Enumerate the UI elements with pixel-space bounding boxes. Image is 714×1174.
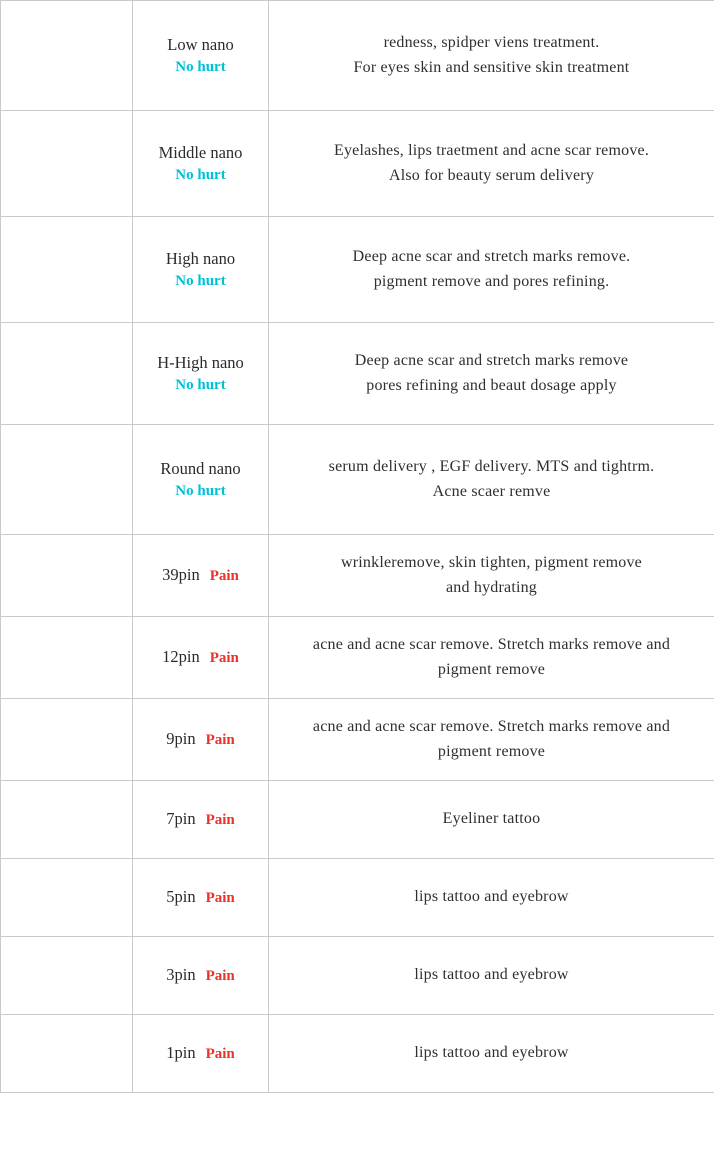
description-line: Deep acne scar and stretch marks remove [354, 351, 629, 369]
table-row [1, 1015, 714, 1093]
table-row [1, 111, 714, 217]
cartridge-name: Middle nano [158, 142, 243, 162]
description-line: wrinkleremove, skin tighten, pigment remove [341, 553, 642, 571]
cartridge-image-cell [1, 781, 133, 859]
cartridge-name-cell [133, 699, 269, 781]
table-body [1, 1, 714, 1093]
table-row [1, 937, 714, 1015]
table-row [1, 781, 714, 859]
cartridge-name-cell [133, 535, 269, 617]
status-badge: No hurt [175, 58, 226, 75]
cartridge-name-cell [133, 859, 269, 937]
cartridge-description-cell [269, 1015, 714, 1093]
cartridge-description-cell [269, 323, 714, 425]
cartridge-name: 9pin [166, 729, 196, 749]
description-line: Eyeliner tattoo [442, 810, 541, 828]
cartridge-name-cell [133, 111, 269, 217]
cartridge-name: 39pin [162, 565, 200, 585]
description-line: lips tattoo and eyebrow [414, 888, 569, 906]
cartridge-name: Round nano [160, 458, 241, 478]
table-row [1, 425, 714, 535]
description-line: pores refining and beaut dosage apply [366, 376, 617, 394]
table-row [1, 323, 714, 425]
cartridge-name-cell [133, 323, 269, 425]
description-line: pigment remove [437, 742, 546, 760]
cartridge-description-cell [269, 217, 714, 323]
description-line: pigment remove and pores refining. [373, 272, 610, 290]
cartridge-description-cell [269, 1, 714, 111]
cartridge-image-cell [1, 937, 133, 1015]
status-badge: No hurt [175, 482, 226, 499]
description-line: pigment remove [437, 660, 546, 678]
description-line: For eyes skin and sensitive skin treatment [353, 58, 630, 76]
cartridge-name: 1pin [166, 1043, 196, 1063]
cartridge-name: High nano [165, 248, 236, 268]
cartridge-description-cell [269, 699, 714, 781]
status-badge: Pain [209, 568, 239, 585]
table-row [1, 699, 714, 781]
table-row [1, 217, 714, 323]
status-badge: No hurt [175, 166, 226, 183]
description-line: redness, spidper viens treatment. [383, 33, 600, 51]
cartridge-description-cell [269, 535, 714, 617]
table-row [1, 859, 714, 937]
cartridge-image-cell [1, 1015, 133, 1093]
cartridge-image-cell [1, 617, 133, 699]
status-badge: Pain [209, 650, 239, 667]
cartridge-description-cell [269, 781, 714, 859]
cartridge-description-cell [269, 617, 714, 699]
cartridge-image-cell [1, 425, 133, 535]
cartridge-image-cell [1, 217, 133, 323]
description-line: Deep acne scar and stretch marks remove. [352, 247, 631, 265]
cartridge-description-cell [269, 937, 714, 1015]
cartridge-image-cell [1, 699, 133, 781]
cartridge-image-cell [1, 1, 133, 111]
table-row [1, 617, 714, 699]
status-badge: Pain [205, 890, 235, 907]
description-line: and hydrating [445, 578, 538, 596]
cartridge-image-cell [1, 323, 133, 425]
cartridge-name-cell [133, 781, 269, 859]
status-badge: Pain [205, 732, 235, 749]
description-line: serum delivery , EGF delivery. MTS and tightrm. [328, 457, 655, 475]
cartridge-image-cell [1, 111, 133, 217]
status-badge: Pain [205, 968, 235, 985]
description-line: acne and acne scar remove. Stretch marks remove and [312, 635, 671, 653]
cartridge-name-cell [133, 617, 269, 699]
cartridge-description-cell [269, 859, 714, 937]
status-badge: Pain [205, 812, 235, 829]
cartridge-name: H-High nano [157, 352, 244, 372]
status-badge: Pain [205, 1046, 235, 1063]
description-line: lips tattoo and eyebrow [414, 966, 569, 984]
cartridge-name: 5pin [166, 887, 196, 907]
status-badge: No hurt [175, 376, 226, 393]
cartridge-name-cell [133, 425, 269, 535]
table-row [1, 535, 714, 617]
cartridge-name: 3pin [166, 965, 196, 985]
table-row [1, 1, 714, 111]
description-line: acne and acne scar remove. Stretch marks remove and [312, 717, 671, 735]
cartridge-name-cell [133, 937, 269, 1015]
cartridge-name: 12pin [162, 647, 200, 667]
cartridge-name: 7pin [166, 809, 196, 829]
cartridge-name-cell [133, 217, 269, 323]
description-line: Eyelashes, lips traetment and acne scar remove. [333, 141, 650, 159]
cartridge-name-cell [133, 1, 269, 111]
cartridge-description-cell [269, 111, 714, 217]
description-line: Acne scaer remve [432, 482, 551, 500]
description-line: Also for beauty serum delivery [388, 166, 595, 184]
cartridge-image-cell [1, 535, 133, 617]
cartridge-name: Low nano [167, 34, 234, 54]
description-line: lips tattoo and eyebrow [414, 1044, 569, 1062]
cartridge-image-cell [1, 859, 133, 937]
status-badge: No hurt [175, 272, 226, 289]
cartridge-name-cell [133, 1015, 269, 1093]
cartridge-description-cell [269, 425, 714, 535]
